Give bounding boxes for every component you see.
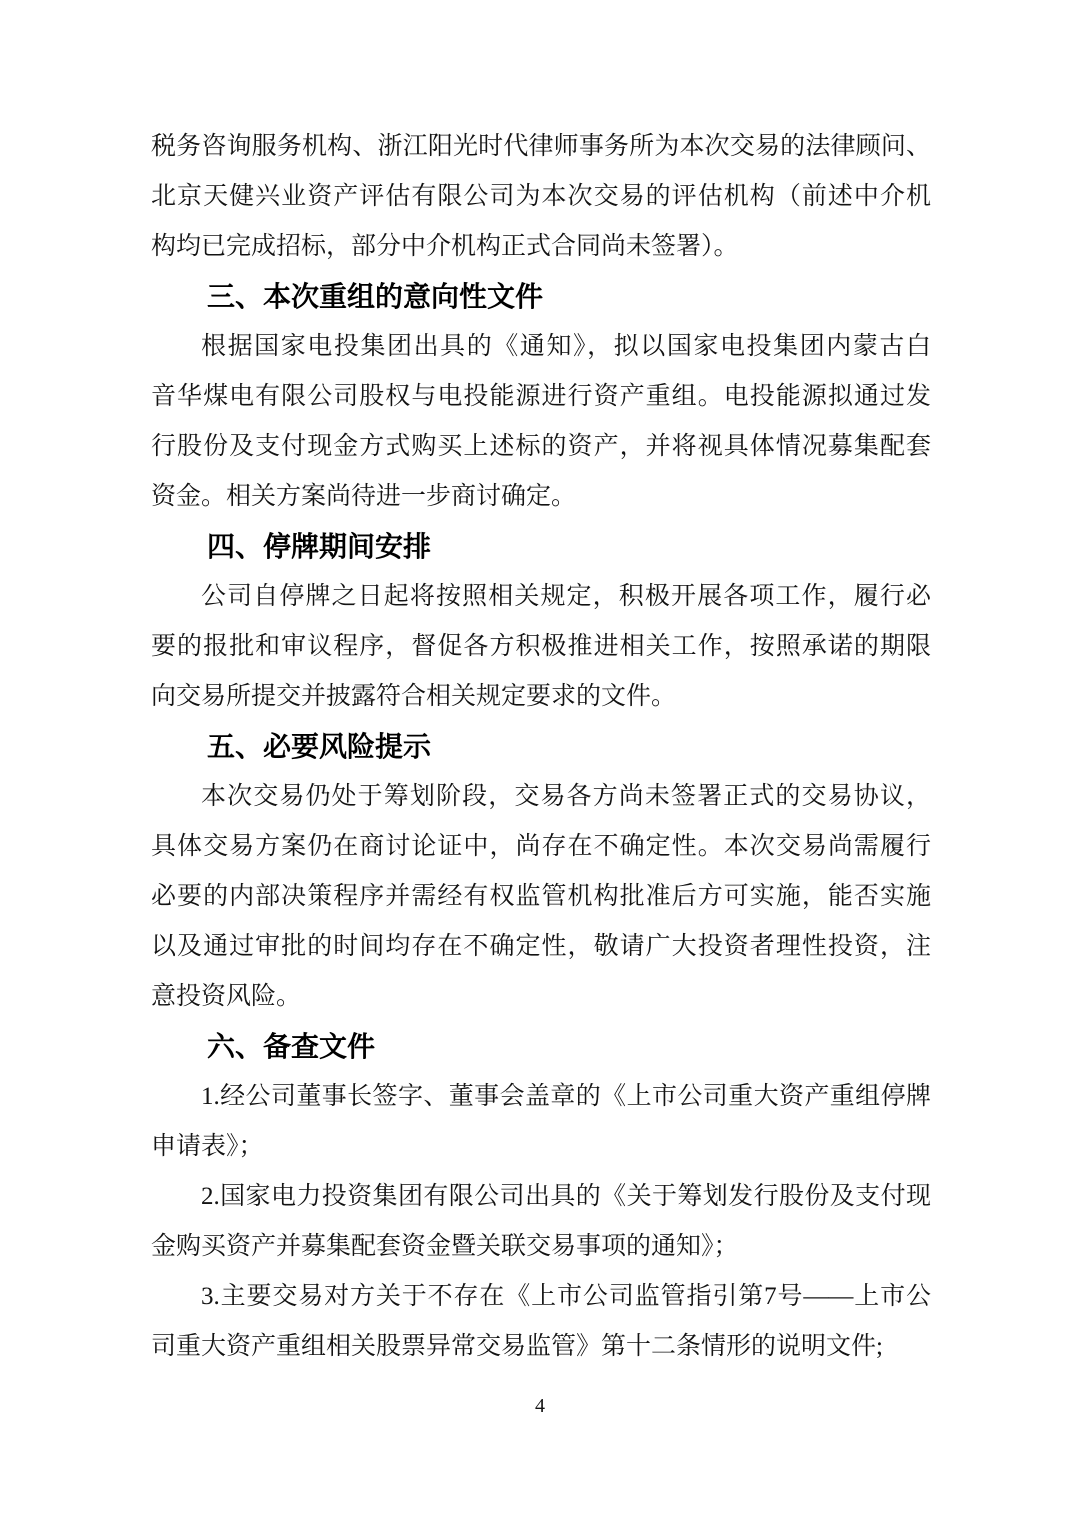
section-heading-6: 六、备查文件 xyxy=(207,1031,376,1062)
paragraph-line: 行股份及支付现金方式购买上述标的资产，并将视具体情况募集配套 xyxy=(151,433,931,460)
paragraph-line: 以及通过审批的时间均存在不确定性，敬请广大投资者理性投资，注 xyxy=(151,933,931,960)
paragraph-line: 要的报批和审议程序，督促各方积极推进相关工作，按照承诺的期限 xyxy=(151,633,931,660)
page-footer xyxy=(0,1392,1080,1420)
paragraph-line: 税务咨询服务机构、浙江阳光时代律师事务所为本次交易的法律顾问、 xyxy=(151,133,931,160)
paragraph-line: 具体交易方案仍在商讨论证中，尚存在不确定性。本次交易尚需履行 xyxy=(151,833,931,860)
paragraph-line: 意投资风险。 xyxy=(151,983,302,1010)
paragraph-line: 音华煤电有限公司股权与电投能源进行资产重组。电投能源拟通过发 xyxy=(151,383,931,410)
section-heading-4: 四、停牌期间安排 xyxy=(207,531,432,562)
paragraph-line: 本次交易仍处于筹划阶段，交易各方尚未签署正式的交易协议， xyxy=(201,783,931,810)
paragraph-line: 根据国家电投集团出具的《通知》，拟以国家电投集团内蒙古白 xyxy=(201,333,931,360)
list-item-line: 金购买资产并募集配套资金暨关联交易事项的通知》； xyxy=(151,1233,739,1260)
paragraph-line: 公司自停牌之日起将按照相关规定，积极开展各项工作，履行必 xyxy=(201,583,931,610)
list-item-line: 申请表》； xyxy=(151,1133,264,1160)
section-heading-5: 五、必要风险提示 xyxy=(207,731,432,762)
list-item-line: 3.主要交易对方关于不存在《上市公司监管指引第7号——上市公 xyxy=(201,1283,931,1310)
paragraph-line: 向交易所提交并披露符合相关规定要求的文件。 xyxy=(151,683,677,710)
list-item-line: 1.经公司董事长签字、董事会盖章的《上市公司重大资产重组停牌 xyxy=(201,1083,931,1110)
paragraph-line: 北京天健兴业资产评估有限公司为本次交易的评估机构（前述中介机 xyxy=(151,183,931,210)
paragraph-line: 构均已完成招标，部分中介机构正式合同尚未签署）。 xyxy=(151,233,739,260)
list-item-line: 司重大资产重组相关股票异常交易监管》第十二条情形的说明文件; xyxy=(151,1333,883,1360)
paragraph-line: 必要的内部决策程序并需经有权监管机构批准后方可实施，能否实施 xyxy=(151,883,931,910)
section-heading-3: 三、本次重组的意向性文件 xyxy=(207,281,544,312)
paragraph-line: 资金。相关方案尚待进一步商讨确定。 xyxy=(151,483,577,510)
list-item-line: 2.国家电力投资集团有限公司出具的《关于筹划发行股份及支付现 xyxy=(201,1183,931,1210)
document-body xyxy=(151,122,931,1372)
page-number: 4 xyxy=(535,1395,545,1417)
